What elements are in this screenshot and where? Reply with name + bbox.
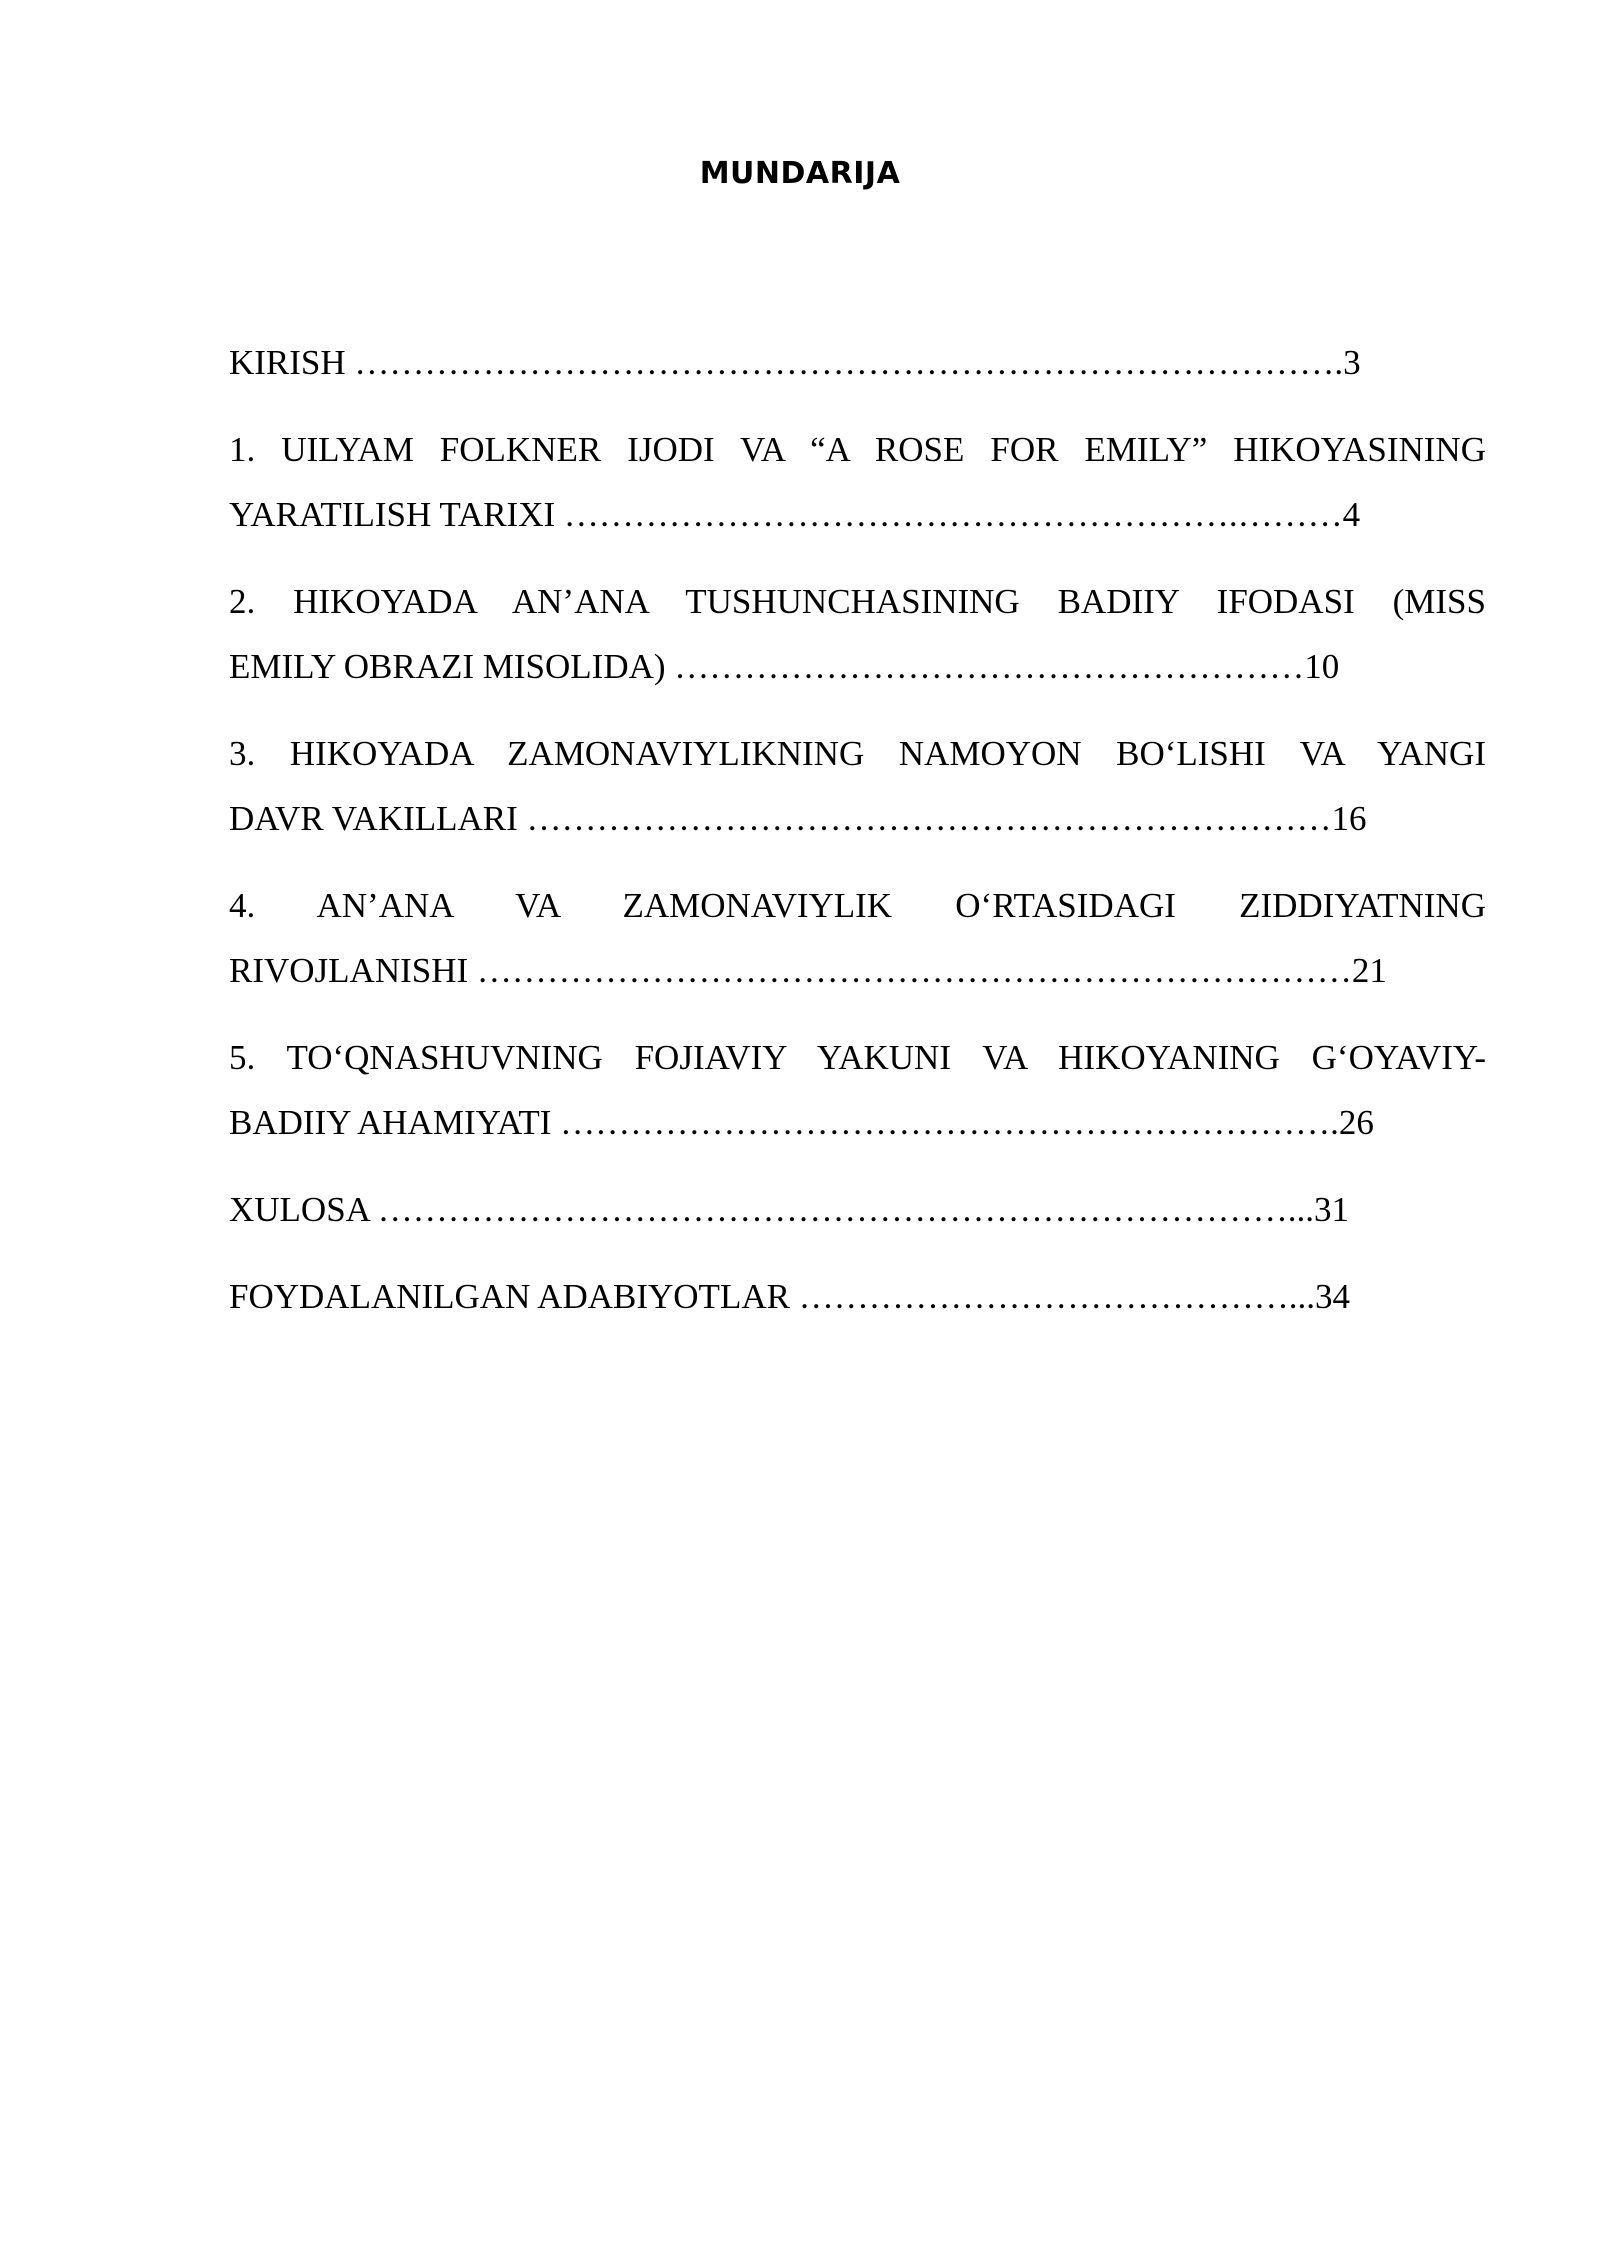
toc-entry-xulosa xyxy=(229,1177,1486,1242)
toc-entry-line-1: 3. HIKOYADA ZAMONAVIYLIKNING NAMOYON BO‘LISHI VA YANGI xyxy=(229,734,1486,773)
toc-entry-chapter-2 xyxy=(229,569,1486,699)
toc-entry-line-2: DAVR VAKILLARI ……………………………………………………………16 xyxy=(229,799,1367,838)
page-title: MUNDARIJA xyxy=(699,156,901,191)
toc-entry-kirish xyxy=(229,330,1486,395)
toc-entry-chapter-1 xyxy=(229,417,1486,547)
toc-entry-line-2: YARATILISH TARIXI ………………………………………………….………4 xyxy=(229,495,1361,534)
toc-entry-chapter-4 xyxy=(229,873,1486,1003)
toc-entry-line-1: 4. AN’ANA VA ZAMONAVIYLIK O‘RTASIDAGI ZIDDIYATNING xyxy=(229,886,1486,925)
toc-entry-chapter-5 xyxy=(229,1025,1486,1155)
toc-entry-line-2: EMILY OBRAZI MISOLIDA) ………………………………………………10 xyxy=(229,647,1340,686)
toc-entry-line-1: 2. HIKOYADA AN’ANA TUSHUNCHASINING BADIIY IFODASI (MISS xyxy=(229,582,1486,621)
toc-entry-text: FOYDALANILGAN ADABIYOTLAR ……………………………………...34 xyxy=(229,1277,1350,1316)
toc-entry-line-1: 1. UILYAM FOLKNER IJODI VA “A ROSE FOR EMILY” HIKOYASINING xyxy=(229,430,1486,469)
toc-entry-text: KIRISH ………………………………………………………………………….3 xyxy=(229,343,1361,382)
toc-entry-chapter-3 xyxy=(229,721,1486,851)
toc-entry-line-1: 5. TO‘QNASHUVNING FOJIAVIY YAKUNI VA HIKOYANING G‘OYAVIY- xyxy=(229,1038,1486,1077)
toc-entry-line-2: RIVOJLANISHI …………………………………………………………………21 xyxy=(229,951,1387,990)
toc-entry-line-2: BADIIY AHAMIYATI ………………………………………………………….26 xyxy=(229,1103,1374,1142)
toc-entry-text: XULOSA ……………………………………………………………………...31 xyxy=(229,1190,1350,1229)
toc-entry-references xyxy=(229,1264,1486,1329)
table-of-contents xyxy=(229,330,1486,1351)
